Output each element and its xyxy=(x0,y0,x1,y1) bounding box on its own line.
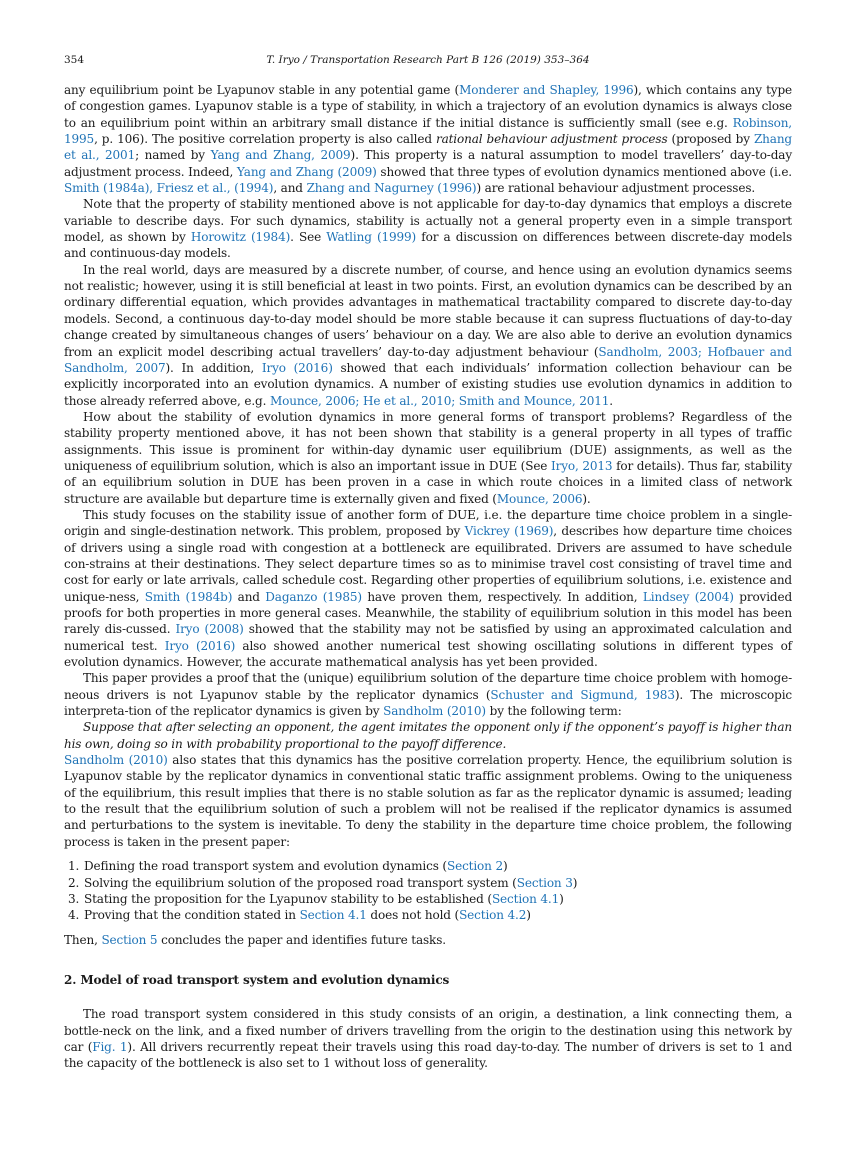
text: does not hold ( xyxy=(366,908,460,923)
text: showed that each individuals’ information collection behaviour can be explicitly incorporated into an evolution dynamics. A number of existing studies use evolution dynamics in addition to those already referred above, e.g. xyxy=(64,360,792,408)
paragraph-3 xyxy=(64,262,792,409)
citation-link[interactable]: Zhang et al., 2001 xyxy=(64,132,792,163)
text: ) xyxy=(559,891,564,906)
section-link[interactable]: Section 5 xyxy=(101,932,158,947)
emphasis-term: rational behaviour adjustment process xyxy=(435,132,668,147)
text: by the following term: xyxy=(485,704,622,719)
citation-link[interactable]: Mounce, 2006 xyxy=(496,491,583,506)
text: , p. 106). The positive correlation property is also called xyxy=(94,132,436,147)
text: ). The microscopic interpreta-tion of the replicator dynamics is given by xyxy=(64,687,792,719)
text: ) xyxy=(572,875,578,890)
page-header xyxy=(64,51,792,69)
body-text xyxy=(64,82,792,1072)
list-number: 2. xyxy=(68,875,80,890)
citation-link[interactable]: Schuster and Sigmund, 1983 xyxy=(490,687,675,702)
text: showed that the stability may not be satisfied by using an approximated calculation and numerical test. xyxy=(64,622,792,653)
page-number: 354 xyxy=(64,54,85,66)
text: , and xyxy=(273,181,307,196)
list-item xyxy=(64,907,792,923)
citation-link[interactable]: Iryo (2008) xyxy=(175,622,244,637)
paragraph-2 xyxy=(64,196,792,261)
text: Proving that the condition stated in xyxy=(84,908,300,923)
citation-link[interactable]: Iryo (2016) xyxy=(164,638,236,653)
text: How about the stability of evolution dynamics in more general forms of transport problems? Regardless of the stability property mentioned above, it has not been shown that stability is a general property in all types of traffic assignments. This issue is prominent for within-day dynamic user equilibrium (DUE) assignments, as well as the uniqueness of equilibrium solution, which is also an important issue in DUE (See xyxy=(64,409,792,473)
paragraph-6 xyxy=(64,670,792,719)
text: Defining the road transport system and evolution dynamics ( xyxy=(84,859,447,874)
citation-link[interactable]: Yang and Zhang, 2009 xyxy=(210,148,351,163)
citation-link[interactable]: Smith (1984a), Friesz et al., (1994) xyxy=(64,181,274,196)
list-number: 1. xyxy=(68,859,80,874)
text: , describes how departure time choices of drivers using a single road with congestion at a bottleneck are equilibrated. Drivers are assumed to have schedule con-strains at their destinations. They select departure times so as to minimise travel cost consisting of travel time and cost for early or late arrivals, called schedule cost. Regarding other properties of equilibrium solutions, i.e. existence and unique-ness, xyxy=(64,524,793,604)
citation-link[interactable]: Monderer and Shapley, 1996 xyxy=(459,83,634,97)
text: ), which contains any type of congestion games. Lyapunov stable is a type of stability, in which a trajectory of an evolution dynamics is always close to an equilibrium point within an arbitrary small distance if the initial distance is sufficiently small (see e.g. xyxy=(64,83,792,130)
citation-link[interactable]: Mounce, 2006; He et al., 2010; Smith and Mounce, 2011 xyxy=(269,393,610,408)
text: Then, xyxy=(64,932,102,947)
citation-link[interactable]: Daganzo (1985) xyxy=(265,589,362,604)
section-link[interactable]: Section 3 xyxy=(516,875,573,890)
text: ) are rational behaviour adjustment processes. xyxy=(476,181,756,196)
list-item xyxy=(64,891,792,907)
text: ). In addition, xyxy=(165,360,262,375)
text: also showed another numerical test showing oscillating solutions in different types of evolution dynamics. However, the accurate mathematical analysis has yet been provided. xyxy=(64,638,792,670)
text: ). xyxy=(582,491,591,506)
citation-link[interactable]: Iryo, 2013 xyxy=(550,458,613,473)
text: Note that the property of stability mentioned above is not applicable for day-to-day dynamics that employs a discrete variable to describe days. For such dynamics, stability is actually not a general property even in a simple transport model, as shown by xyxy=(64,197,792,245)
citation-link[interactable]: Yang and Zhang (2009) xyxy=(236,164,377,179)
text: concludes the paper and identifies future tasks. xyxy=(157,932,446,947)
text: . See xyxy=(290,230,327,245)
paragraph-4 xyxy=(64,409,792,507)
citation-link[interactable]: Robinson, 1995 xyxy=(64,115,792,147)
text: and xyxy=(232,589,266,604)
text: ). This property is a natural assumption to model travellers’ day-to-day adjustment process. Indeed, xyxy=(64,148,792,179)
paragraph-1 xyxy=(64,82,792,196)
text: any equilibrium point be Lyapunov stable in any potential game ( xyxy=(64,83,460,97)
section-link[interactable]: Section 4.1 xyxy=(299,908,367,923)
text: . xyxy=(609,393,613,408)
section-link[interactable]: Section 4.2 xyxy=(459,908,527,923)
text: ; named by xyxy=(135,148,211,163)
list-item xyxy=(64,858,792,874)
citation-link[interactable]: Lindsey (2004) xyxy=(642,589,734,604)
text: ) xyxy=(526,908,531,923)
citation-link[interactable]: Sandholm (2010) xyxy=(383,704,486,719)
text: Solving the equilibrium solution of the proposed road transport system ( xyxy=(84,875,517,890)
text: This paper provides a proof that the (unique) equilibrium solution of the departure time choice problem with homoge-neous drivers is not Lyapunov stable by the replicator dynamics ( xyxy=(64,671,792,702)
citation-link[interactable]: Sandholm, 2003; Hofbauer and Sandholm, 2007 xyxy=(64,344,792,375)
quoted-definition: Suppose that after selecting an opponent, the agent imitates the opponent only if the opponent’s payoff is higher than his own, doing so in with probability proportional to the payoff difference. xyxy=(64,720,792,751)
text: ). All drivers recurrently repeat their travels using this road day-to-day. The number of drivers is set to 1 and the capacity of the bottleneck is also set to 1 without loss of generality. xyxy=(64,1039,793,1071)
section-heading: 2. Model of road transport system and evolution dynamics xyxy=(64,972,450,987)
text: for a discussion on differences between discrete-day models and continuous-day models. xyxy=(64,230,792,261)
text: ) xyxy=(502,859,508,874)
text: In the real world, days are measured by a discrete number, of course, and hence using an evolution dynamics seems not realistic; however, using it is still beneficial at least in two points. First, an evolution dynamics can be described by an ordinary differential equation, which provides advantages in mathematical tractability compared to discrete day-to-day models. Second, a continuous day-to-day model should be more stable because it can supress fluctuations of day-to-day change created by simultaneous changes of users’ behaviour on a day. We are also able to derive an evolution dynamics from an explicit model describing actual travellers’ day-to-day adjustment behaviour ( xyxy=(64,262,792,359)
citation-link[interactable]: Smith (1984b) xyxy=(144,589,233,604)
citation-link[interactable]: Iryo (2016) xyxy=(261,360,333,375)
process-list xyxy=(64,858,792,923)
text: Stating the proposition for the Lyapunov stability to be established ( xyxy=(84,891,492,906)
list-item xyxy=(64,875,792,891)
paragraph-7 xyxy=(64,752,792,850)
citation-link[interactable]: Vickrey (1969) xyxy=(464,524,554,539)
citation-link[interactable]: Zhang and Nagurney (1996) xyxy=(306,181,477,196)
paragraph-8 xyxy=(64,932,792,948)
text: provided proofs for both properties in more general cases. Meanwhile, the stability of equilibrium solution in this model has been rarely dis-cussed. xyxy=(64,589,793,637)
section-link[interactable]: Section 2 xyxy=(446,859,503,874)
text: for details). Thus far, stability of an equilibrium solution in DUE has been proven in a case in which route choices in a limited class of network structure are available but departure time is externally given and fixed ( xyxy=(64,458,793,506)
text: have proven them, respectively. In addition, xyxy=(361,589,643,604)
running-title: T. Iryo / Transportation Research Part B 126 (2019) 353–364 xyxy=(266,54,590,66)
text: (proposed by xyxy=(667,132,754,147)
paragraph-9 xyxy=(64,1006,792,1071)
list-number: 3. xyxy=(68,891,80,906)
text: also states that this dynamics has the positive correlation property. Hence, the equilibrium solution is Lyapunov stable by the replicator dynamics in conventional static traffic assignment problems. Owing to the uniqueness of the equilibrium, this result implies that there is no stable solution as far as the replicator dynamic is assumed; leading to the result that the equilibrium solution of such a problem will not be realised if the replicator dynamics is assumed and perturbations to the system is inevitable. To deny the stability in the departure time choice problem, the following process is taken in the present paper: xyxy=(64,753,792,849)
list-number: 4. xyxy=(68,908,80,923)
paragraph-5 xyxy=(64,507,792,670)
citation-link[interactable]: Sandholm (2010) xyxy=(64,753,168,768)
citation-link[interactable]: Horowitz (1984) xyxy=(190,230,291,245)
text: This study focuses on the stability issue of another form of DUE, i.e. the departure time choice problem in a single-origin and single-destination network. This problem, proposed by xyxy=(64,507,792,539)
text: showed that three types of evolution dynamics mentioned above (i.e. xyxy=(376,164,792,179)
section-link[interactable]: Section 4.1 xyxy=(491,891,560,906)
citation-link[interactable]: Watling (1999) xyxy=(326,230,417,245)
text: The road transport system considered in this study consists of an origin, a destination, a link connecting them, a bottle-neck on the link, and a fixed number of drivers travelling from the origin to the destination using this network by car ( xyxy=(64,1007,792,1054)
figure-link[interactable]: Fig. 1 xyxy=(92,1039,128,1054)
